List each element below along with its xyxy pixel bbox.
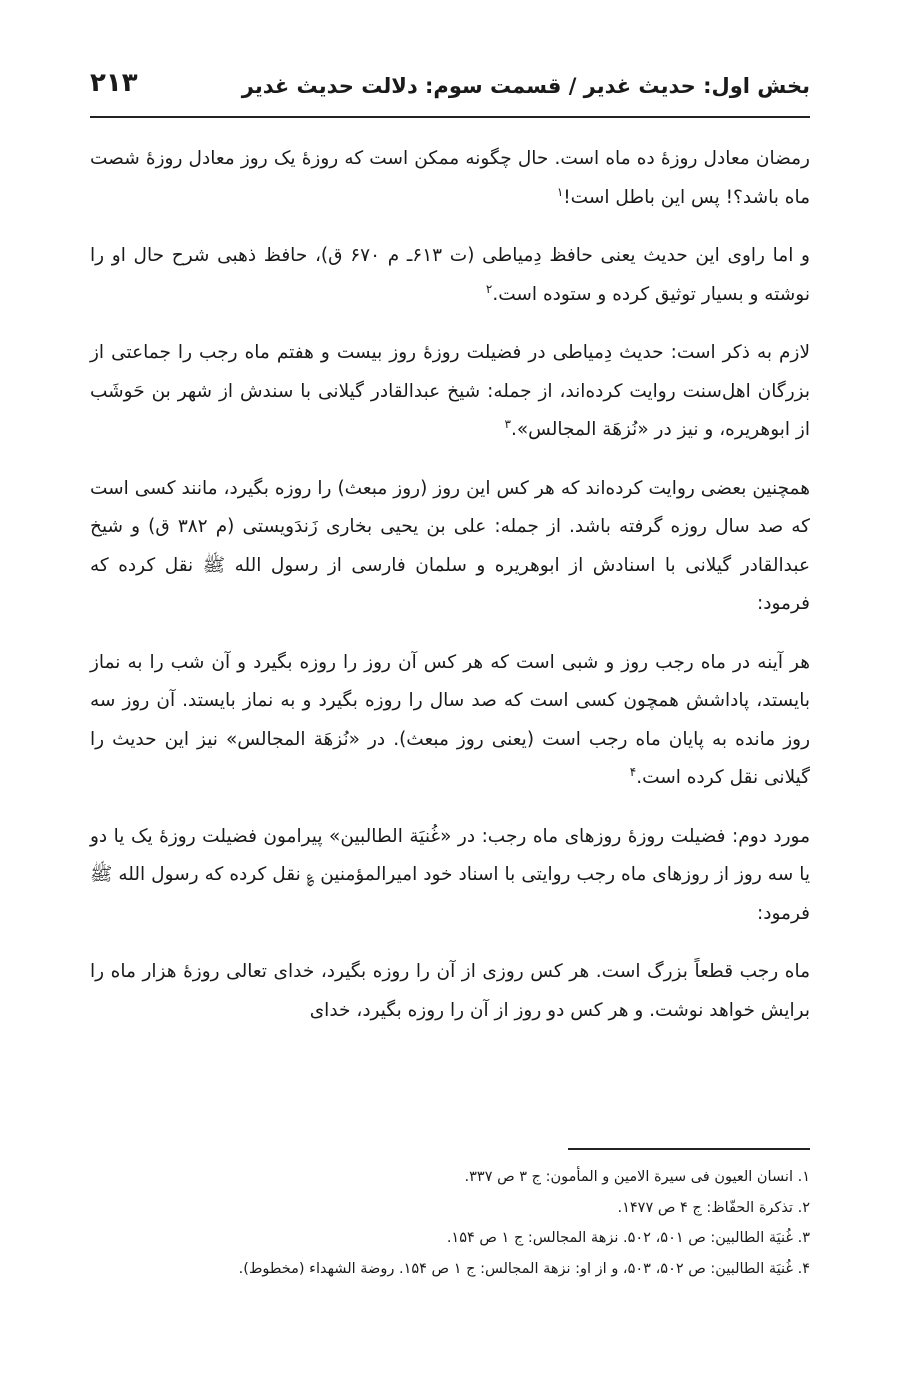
paragraph-4: همچنین بعضی روایت کرده‌اند که هر کس این روز (روز مبعث) را روزه بگیرد، مانند کسی است که صد سال روزه گرفته باشد. از جمله: علی بن یحیی بخاری زَندَویستی (م ۳۸۲ ق) و شیخ عبدالقادر گیلانی با اسنادش از ابوهریره و سلمان فارسی از رسول الله ﷺ نقل کرده که فرمود: bbox=[90, 477, 810, 614]
paragraph-6: مورد دوم: فضیلت روزهٔ روزهای ماه رجب: در «غُنیَة الطالبین» پیرامون فضیلت روزهٔ یک یا دو یا سه روز از روزهای ماه رجب روایتی با اسناد خود امیرالمؤمنین ؏ نقل کرده که رسول الله ﷺ فرمود: bbox=[90, 825, 810, 924]
paragraph-2: و اما راوی این حدیث یعنی حافظ دِمیاطی (ت ۶۱۳ـ م ۶۷۰ ق)، حافظ ذهبی شرح حال او را نوشته و بسیار توثیق کرده و ستوده است.$^۲$ bbox=[90, 245, 810, 305]
footnote-3: ۳. غُنیَة الطالبین: ص ۵۰۱، ۵۰۲. نزهة المجالس: ج ۱ ص ۱۵۴. bbox=[446, 1230, 810, 1246]
footnotes bbox=[90, 1162, 810, 1284]
running-title: بخش اول: حدیث غدیر / قسمت سوم: دلالت حدیث غدیر bbox=[241, 74, 810, 98]
footnote-divider bbox=[568, 1148, 810, 1150]
paragraph-3: لازم به ذکر است: حدیث دِمیاطی در فضیلت روزهٔ روز بیست و هفتم ماه رجب را جماعتی از بزرگان اهل‌سنت روایت کرده‌اند، از جمله: شیخ عبدالقادر گیلانی با سندش از شهر بن حَوشَب از ابوهریره، و نیز در «نُزهَة المجالس».$^۳$ bbox=[90, 342, 810, 440]
paragraph-1: رمضان معادل روزهٔ ده ماه است. حال چگونه ممکن است که روزهٔ یک روز معادل روزهٔ شصت ماه باشد؟! پس این باطل است!$^۱$ bbox=[90, 148, 810, 208]
footnote-ref-3: ۳ bbox=[504, 416, 511, 431]
footnote-ref-4: ۴ bbox=[629, 764, 637, 779]
footnote-4: ۴. غُنیَة الطالبین: ص ۵۰۲، ۵۰۳، و از او: نزهة المجالس: ج ۱ ص ۱۵۴. روضة الشهداء (مخطوط). bbox=[238, 1260, 810, 1277]
page-number: ۲۱۳ bbox=[90, 68, 138, 98]
page-header bbox=[90, 66, 810, 118]
footnote-1: ۱. انسان العیون فی سیرة الامین و المأمون: ج ۳ ص ۳۳۷. bbox=[464, 1169, 810, 1185]
body-text bbox=[90, 140, 810, 1050]
footnote-ref-2: ۲ bbox=[485, 281, 493, 296]
paragraph-5: هر آینه در ماه رجب روز و شبی است که هر کس آن روز را روزه بگیرد و آن شب را به نماز بایستد، پاداشش همچون کسی است که صد سال را روزه بگیرد و به نماز بایستد. آن روز سه روز مانده به پایان ماه رجب است (یعنی روز مبعث). در «نُزهَة المجالس» نیز این حدیث را گیلانی نقل کرده است.$^۴$ bbox=[90, 651, 810, 788]
paragraph-7: ماه رجب قطعاً بزرگ است. هر کس روزی از آن را روزه بگیرد، خدای تعالی روزهٔ هزار ماه را برایش خواهد نوشت. و هر کس دو روز از آن را روزه بگیرد، خدای bbox=[90, 961, 810, 1021]
footnote-2: ۲. تذکرة الحفّاظ: ج ۴ ص ۱۴۷۷. bbox=[617, 1199, 810, 1216]
footnote-ref-1: ۱ bbox=[556, 184, 564, 199]
